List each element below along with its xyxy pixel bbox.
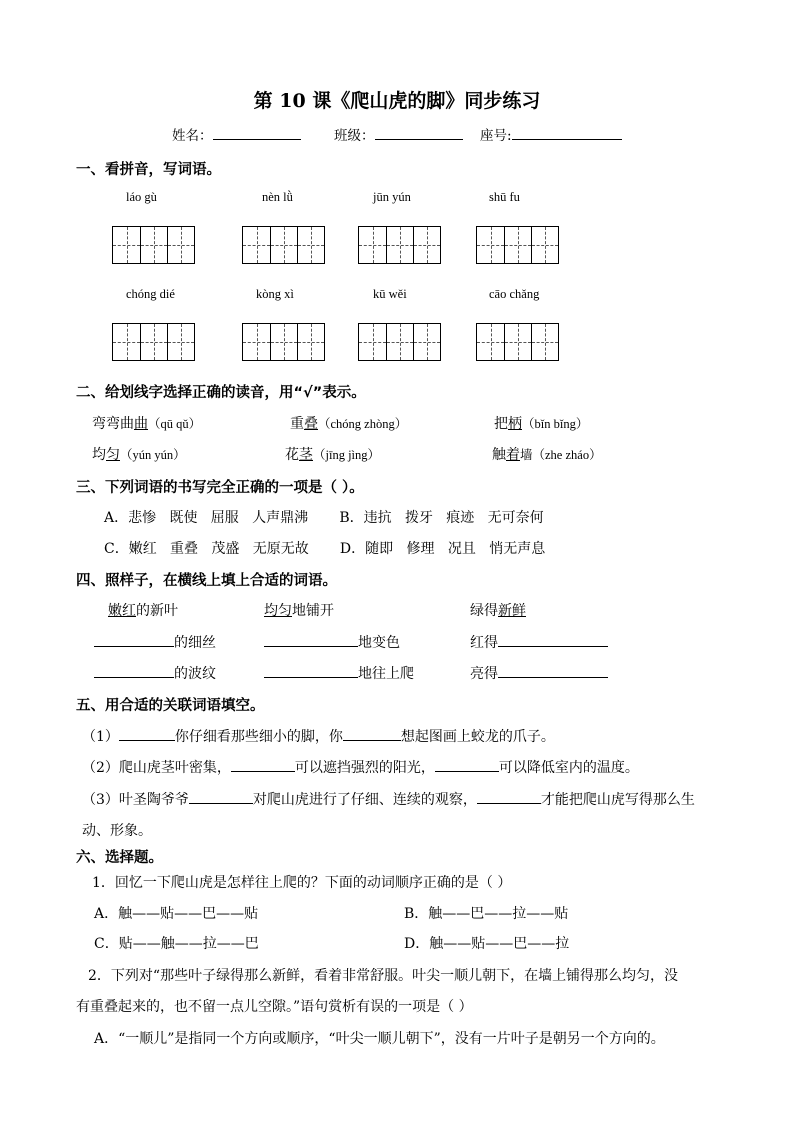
example-phrase: 绿得新鲜 [470,603,526,619]
name-blank[interactable] [213,125,301,140]
pinyin-label: chóng dié [126,287,175,301]
class-field[interactable] [334,124,463,144]
example-phrase: 嫩红的新叶 [108,603,178,619]
fill-item[interactable]: 地变色 [264,632,400,652]
answer-blank [477,789,541,804]
writing-grid[interactable] [112,226,195,264]
mc-question-2-cont: 有重叠起来的，也不留一点儿空隙。”语句赏析有误的一项是（ ） [76,999,473,1015]
writing-grid[interactable] [112,323,195,361]
option-row[interactable]: C．嫩红 重叠 茂盛 无原无故 D．随即 修理 况且 悄无声息 [104,541,546,557]
page-title: 第 10 课《爬山虎的脚》同步练习 [253,90,541,112]
answer-blank [94,663,174,678]
section-2-heading: 二、给划线字选择正确的读音，用“√”表示。 [76,385,366,401]
answer-blank [498,632,608,647]
answer-blank [189,789,253,804]
answer-blank [435,757,499,772]
seat-field[interactable] [480,124,622,144]
seat-blank[interactable] [512,125,622,140]
mc-option[interactable]: C．贴——触——拉——巴 [94,936,259,952]
pronunciation-item[interactable]: 均匀（yún yún） [92,447,186,463]
seat-label: 座号: [480,128,512,144]
pronunciation-item[interactable]: 重叠（chóng zhòng） [290,416,408,432]
conjunction-question-3[interactable]: （3）叶圣陶爷爷 对爬山虎进行了仔细、连续的观察， 才能把爬山虎写得那么生 [82,789,695,809]
pinyin-label: cāo chǎng [489,287,540,301]
pinyin-label: jūn yún [373,190,411,204]
mc-option[interactable]: B．触——巴——拉——贴 [404,906,569,922]
pinyin-label: kū wěi [373,287,407,301]
pinyin-label: kòng xì [256,287,294,301]
pronunciation-item[interactable]: 花茎（jīng jìng） [285,447,381,463]
fill-item[interactable]: 的波纹 [94,663,216,683]
pronunciation-item[interactable]: 弯弯曲曲（qū qǔ） [92,416,202,432]
pinyin-label: láo gù [126,190,157,204]
mc-option[interactable]: A．触——贴——巴——贴 [94,906,259,922]
answer-blank [343,726,401,741]
fill-item[interactable]: 地往上爬 [264,663,414,683]
writing-grid[interactable] [242,226,325,264]
conjunction-question-2[interactable]: （2）爬山虎茎叶密集， 可以遮挡强烈的阳光， 可以降低室内的温度。 [82,757,639,777]
answer-blank [264,663,358,678]
answer-blank [231,757,295,772]
mc-option[interactable]: D．触——贴——巴——拉 [404,936,570,952]
example-phrase: 均匀地铺开 [264,603,334,619]
class-label: 班级： [334,128,375,144]
writing-grid[interactable] [476,226,559,264]
class-blank[interactable] [375,125,463,140]
pinyin-label: shū fu [489,190,520,204]
answer-blank [264,632,358,647]
fill-item[interactable]: 的细丝 [94,632,216,652]
answer-blank [498,663,608,678]
section-4-heading: 四、照样子，在横线上填上合适的词语。 [76,573,337,589]
answer-blank [119,726,175,741]
conjunction-question-3-cont: 动、形象。 [82,823,152,839]
section-1-heading: 一、看拼音，写词语。 [76,162,221,178]
pronunciation-item[interactable]: 触着墙（zhe zháo） [492,447,602,463]
section-5-heading: 五、用合适的关联词语填空。 [76,698,265,714]
mc-question-2: 2．下列对“那些叶子绿得那么新鲜，看着非常舒服。叶尖一顺儿朝下，在墙上铺得那么均匀，没 [88,968,679,984]
writing-grid[interactable] [358,323,441,361]
answer-blank [94,632,174,647]
pinyin-label: nèn lǜ [262,190,293,204]
conjunction-question-1[interactable]: （1） 你仔细看那些细小的脚，你 想起图画上蛟龙的爪子。 [82,726,555,746]
writing-grid[interactable] [476,323,559,361]
mc-question-1: 1．回忆一下爬山虎是怎样往上爬的？下面的动词顺序正确的是（ ） [92,875,512,891]
pronunciation-item[interactable]: 把柄（bǐn bǐng） [494,416,589,432]
name-label: 姓名： [172,128,213,144]
fill-item[interactable]: 红得 [470,632,608,652]
mc-option[interactable]: A．“一顺儿”是指同一个方向或顺序，“叶尖一顺儿朝下”，没有一片叶子是朝另一个方向的。 [94,1031,665,1047]
fill-item[interactable]: 亮得 [470,663,608,683]
section-3-heading: 三、下列词语的书写完全正确的一项是（ ）。 [76,480,364,496]
option-row[interactable]: A．悲惨 既使 屈服 人声鼎沸 B．违抗 拨牙 痕迹 无可奈何 [104,510,544,526]
writing-grid[interactable] [358,226,441,264]
writing-grid[interactable] [242,323,325,361]
name-field[interactable] [172,124,301,144]
section-6-heading: 六、选择题。 [76,850,163,866]
